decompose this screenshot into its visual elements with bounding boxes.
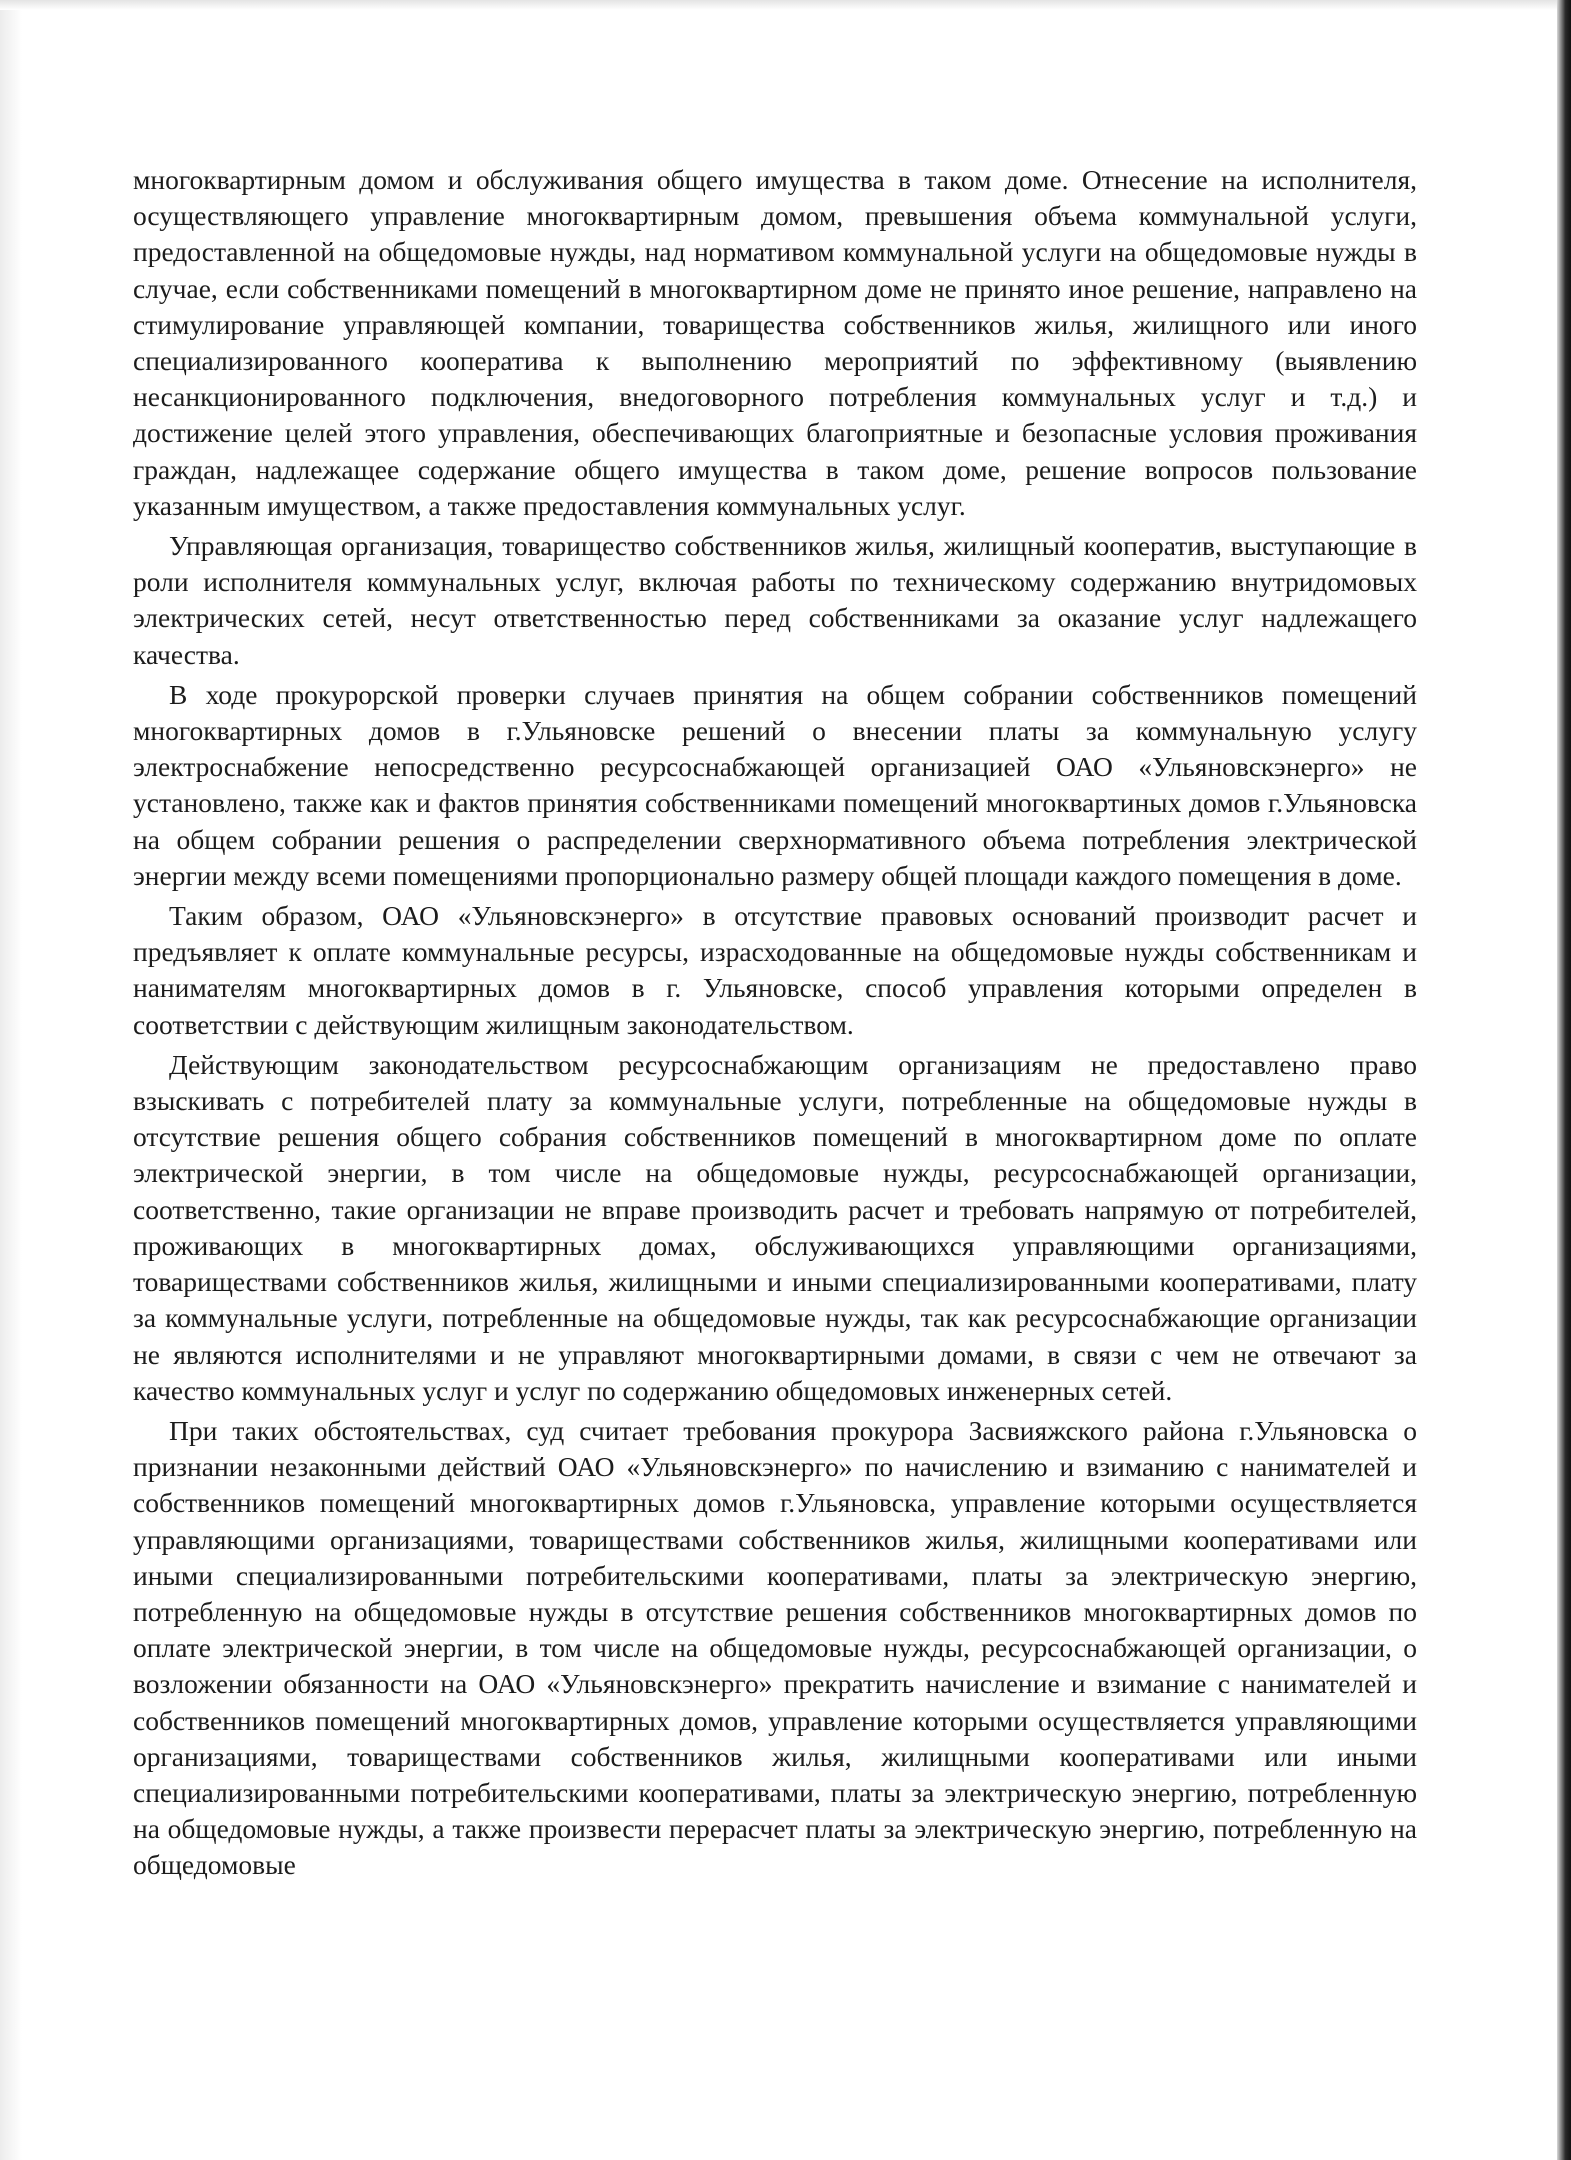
paragraph-2: Управляющая организация, товарищество собственников жилья, жилищный кооператив, выступающие в роли исполнителя коммунальных услуг, включая работы по техническому содержанию внутридомовых электрических сетей, несут ответственностью перед собственниками за оказание услуг надлежащего качества. <box>133 530 1417 670</box>
paragraph-5: Действующим законодательством ресурсоснабжающим организациям не предоставлено право взыскивать с потребителей плату за коммунальные услуги, потребленные на общедомовые нужды в отсутствие решения общего собрания собственников помещений в многоквартирном доме по оплате электрической энергии, в том числе на общедомовые нужды, ресурсоснабжающей организации, соответственно, такие организации не вправе производить расчет и требовать напрямую от потребителей, проживающих в многоквартирных домах, обслуживающихся управляющими организациями, товариществами собственников жилья, жилищными и иными специализированными кооперативами, плату за коммунальные услуги, потребленные на общедомовые нужды, так как ресурсоснабжающие организации не являются исполнителями и не управляют многоквартирными домами, в связи с чем не отвечают за качество коммунальных услуг и услуг по содержанию общедомовых инженерных сетей. <box>133 1048 1417 1406</box>
paragraph-6: При таких обстоятельствах, суд считает требования прокурора Засвияжского района г.Ульяновска о признании незаконными действий ОАО «Ульяновскэнерго» по начислению и взиманию с нанимателей и собственников помещений многоквартирных домов г.Ульяновска, управление которыми осуществляется управляющими организациями, товариществами собственников жилья, жилищными кооперативами или иными специализированными потребительскими кооперативами, платы за электрическую энергию, потребленную на общедомовые нужды в отсутствие решения собственников многоквартирных домов по оплате электрической энергии, в том числе на общедомовые нужды, ресурсоснабжающей организации, о возложении обязанности на ОАО «Ульяновскэнерго» прекратить начисление и взимание с нанимателей и собственников помещений многоквартирных домов, управление которыми осуществляется управляющими организациями, товариществами собственников жилья, жилищными кооперативами или иными специализированными потребительскими кооперативами, платы за электрическую энергию, потребленную на общедомовые нужды, а также произвести перерасчет платы за электрическую энергию, потребленную на общедомовые <box>133 1414 1417 1881</box>
scan-edge-top <box>0 0 1571 10</box>
paragraph-4: Таким образом, ОАО «Ульяновскэнерго» в отсутствие правовых оснований производит расчет и предъявляет к оплате коммунальные ресурсы, израсходованные на общедомовые нужды собственникам и нанимателям многоквартирных домов в г. Ульяновске, способ управления которыми определен в соответствии с действующим жилищным законодательством. <box>133 900 1417 1040</box>
paragraph-1: многоквартирным домом и обслуживания общего имущества в таком доме. Отнесение на исполнителя, осуществляющего управление многоквартирным домом, превышения объема коммунальной услуги, предоставленной на общедомовые нужды, над нормативом коммунальной услуги на общедомовые нужды в случае, если собственниками помещений в многоквартирном доме не принято иное решение, направлено на стимулирование управляющей компании, товарищества собственников жилья, жилищного или иного специализированного кооператива к выполнению мероприятий по эффективному (выявлению несанкционированного подключения, внедоговорного потребления коммунальных услуг и т.д.) и достижение целей этого управления, обеспечивающих благоприятные и безопасные условия проживания граждан, надлежащее содержание общего имущества в таком доме, решение вопросов пользование указанным имуществом, а также предоставления коммунальных услуг. <box>133 164 1417 521</box>
scan-shadow-left <box>0 0 22 2160</box>
scan-edge-right <box>1557 0 1571 2160</box>
paragraph-3: В ходе прокурорской проверки случаев принятия на общем собрании собственников помещений многоквартирных домов в г.Ульяновске решений о внесении платы за коммунальную услугу электроснабжение непосредственно ресурсоснабжающей организацией ОАО «Ульяновскэнерго» не установлено, также как и фактов принятия собственниками помещений многоквартиных домов г.Ульяновска на общем собрании решения о распределении сверхнормативного объема потребления электрической энергии между всеми помещениями пропорционально размеру общей площади каждого помещения в доме. <box>133 678 1417 891</box>
document-body <box>133 162 1417 1888</box>
